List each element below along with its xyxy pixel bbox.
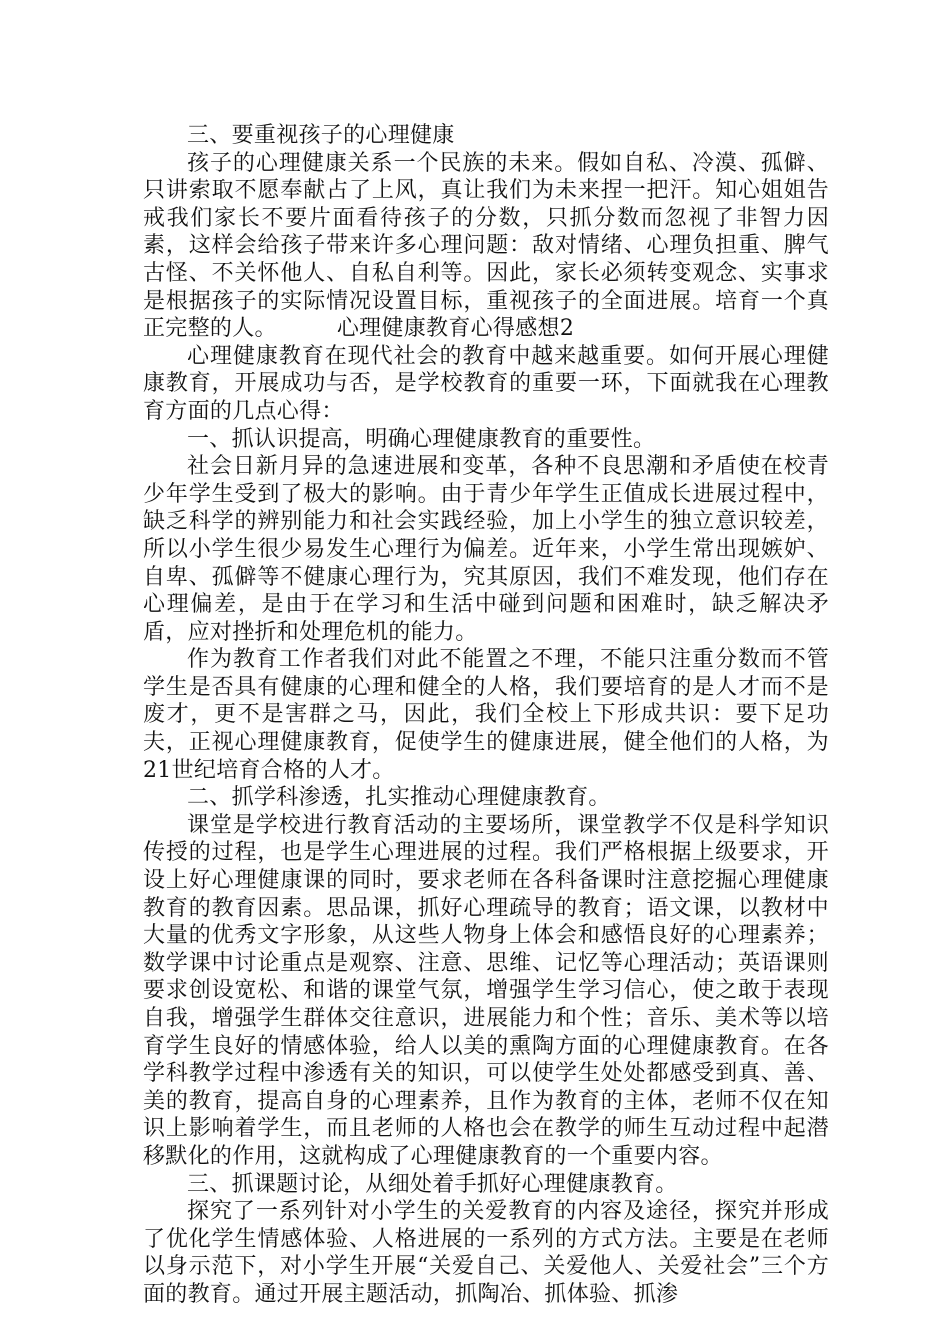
section-heading-1: 一、抓认识提高，明确心理健康教育的重要性。 xyxy=(187,426,656,452)
paragraph-child-mental-health xyxy=(143,150,829,343)
section-heading-2: 二、抓学科渗透，扎实推动心理健康教育。 xyxy=(187,785,611,811)
paragraph-research: 探究了一系列针对小学生的关爱教育的内容及途径，探究并形成了优化学生情感体验、人格进展的一系列的方式方法。主要是在老师以身示范下，对小学生开展“关爱自己、关爱他人、关爱社会”三个方面的教育。通过开展主题活动，抓陶冶、抓体验、抓渗 xyxy=(143,1199,829,1307)
paragraph-classroom: 课堂是学校进行教育活动的主要场所，课堂教学不仅是科学知识传授的过程，也是学生心理进展的过程。我们严格根据上级要求，开设上好心理健康课的同时，要求老师在各科备课时注意挖掘心理健康教育的教育因素。思品课，抓好心理疏导的教育；语文课，以教材中大量的优秀文字形象，从这些人物身上体会和感悟良好的心理素养；数学课中讨论重点是观察、注意、思维、记忆等心理活动；英语课则要求创设宽松、和谐的课堂气氛，增强学生学习信心，使之敢于表现自我，增强学生群体交往意识，进展能力和个性；音乐、美术等以培育学生良好的情感体验，给人以美的熏陶方面的心理健康教育。在各学科教学过程中渗透有关的知识，可以使学生处处都感受到真、善、美的教育，提高自身的心理素养，且作为教育的主体，老师不仅在知识上影响着学生，而且老师的人格也会在教学的师生互动过程中起潜移默化的作用，这就构成了心理健康教育的一个重要内容。 xyxy=(143,812,829,1169)
paragraph-text: 孩子的心理健康关系一个民族的未来。假如自私、冷漠、孤僻、只讲索取不愿奉献占了上风，真让我们为未来捏一把汗。知心姐姐告戒我们家长不要片面看待孩子的分数，只抓分数而忽视了非智力因素，这样会给孩子带来许多心理问题：敌对情绪、心理负担重、脾气古怪、不关怀他人、自私自利等。因此，家长必须转变观念、实事求是根据孩子的实际情况设置目标，重视孩子的全面进展。培育一个真正完整的人。 xyxy=(143,150,829,342)
document-body xyxy=(143,122,829,1309)
paragraph-society-changes: 社会日新月异的急速进展和变革，各种不良思潮和矛盾使在校青少年学生受到了极大的影响。由于青少年学生正值成长进展过程中，缺乏科学的辨别能力和社会实践经验，加上小学生的独立意识较差，所以小学生很少易发生心理行为偏差。近年来，小学生常出现嫉妒、自卑、孤僻等不健康心理行为，究其原因，我们不难发现，他们存在心理偏差，是由于在学习和生活中碰到问题和困难时，缺乏解决矛盾，应对挫折和处理危机的能力。 xyxy=(143,454,829,645)
section-heading-3: 三、抓课题讨论，从细处着手抓好心理健康教育。 xyxy=(187,1171,678,1197)
article-title-2: 心理健康教育心得感想2 xyxy=(336,316,575,342)
section-heading-3-child-mental-health: 三、要重视孩子的心理健康 xyxy=(187,123,455,148)
paragraph-educators: 作为教育工作者我们对此不能置之不理，不能只注重分数而不管学生是否具有健康的心理和健全的人格，我们要培育的是人才而不是废才，更不是害群之马，因此，我们全校上下形成共识：要下足功夫，正视心理健康教育，促使学生的健康进展，健全他们的人格，为21世纪培育合格的人才。 xyxy=(143,647,829,783)
paragraph-intro: 心理健康教育在现代社会的教育中越来越重要。如何开展心理健康教育，开展成功与否，是学校教育的重要一环，下面就我在心理教育方面的几点心得： xyxy=(143,343,829,424)
